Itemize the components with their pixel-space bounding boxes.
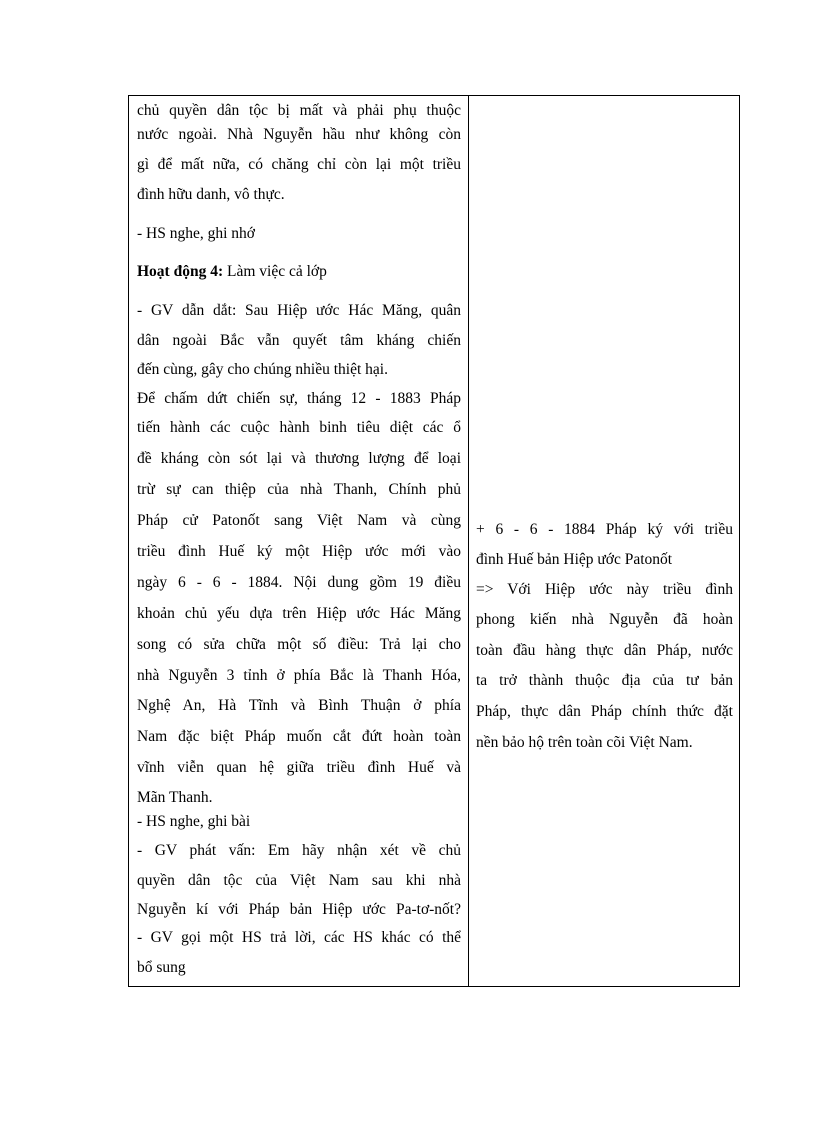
activity-heading (137, 262, 461, 282)
text-line: Để chấm dứt chiến sự, tháng 12 - 1883 Pháp (137, 390, 461, 407)
text-line: đến cùng, gây cho chúng nhiều thiệt hại. (137, 361, 388, 378)
text-line: quyền dân tộc của Việt Nam sau khi nhà (137, 872, 461, 889)
hs-note: - HS nghe, ghi bài (137, 813, 251, 830)
text-line: dân ngoài Bắc vẫn quyết tâm kháng chiến (137, 332, 461, 349)
text-line: Nghệ An, Hà Tĩnh và Bình Thuận ở phía (137, 697, 461, 714)
text-line: nhà Nguyễn 3 tỉnh ở phía Bắc là Thanh Hóa, (137, 667, 461, 684)
hs-note: - HS nghe, ghi nhớ (137, 225, 255, 242)
text-line: đình Huế bản Hiệp ước Patonốt (476, 551, 673, 568)
knowledge-content-column (469, 96, 739, 986)
text-line: Pháp cử Patonốt sang Việt Nam và cùng (137, 512, 461, 529)
text-line: toàn đầu hàng thực dân Pháp, nước (476, 642, 733, 659)
text-line: - GV dẫn dắt: Sau Hiệp ước Hác Măng, quân (137, 302, 461, 319)
text-line: trừ sự can thiệp của nhà Thanh, Chính phủ (137, 481, 461, 498)
text-line: Mãn Thanh. (137, 789, 213, 806)
text-line: ngày 6 - 6 - 1884. Nội dung gồm 19 điều (137, 574, 461, 591)
text-line: phong kiến nhà Nguyễn đã hoàn (476, 611, 733, 628)
activity-title: Làm việc cả lớp (227, 263, 327, 280)
text-line: bổ sung (137, 959, 186, 976)
text-line: khoản chủ yếu dựa trên Hiệp ước Hác Măng (137, 605, 461, 622)
text-line: Pháp, thực dân Pháp chính thức đặt (476, 703, 733, 720)
text-line: - GV gọi một HS trả lời, các HS khác có thể (137, 929, 461, 946)
activity-label: Hoạt động 4: (137, 263, 224, 280)
text-line: đề kháng còn sót lại và thương lượng để loại (137, 450, 461, 467)
text-line: tiến hành các cuộc hành binh tiêu diệt các ổ (137, 419, 461, 436)
text-line: nước ngoài. Nhà Nguyễn hầu như không còn (137, 126, 461, 143)
lesson-plan-table (128, 95, 740, 987)
text-line: nền bảo hộ trên toàn cõi Việt Nam. (476, 734, 693, 751)
text-line: gì để mất nữa, có chăng chỉ còn lại một triều (137, 156, 461, 173)
text-line: Nguyễn kí với Pháp bản Hiệp ước Pa-tơ-nốt? (137, 901, 461, 918)
text-line: đình hữu danh, vô thực. (137, 186, 285, 203)
text-line: triều đình Huế ký một Hiệp ước mới vào (137, 543, 461, 560)
text-line: Nam đặc biệt Pháp muốn cắt đứt hoàn toàn (137, 728, 461, 745)
text-line: => Với Hiệp ước này triều đình (476, 581, 733, 598)
text-line: chủ quyền dân tộc bị mất và phải phụ thuộc (137, 102, 461, 119)
text-line: vĩnh viễn quan hệ giữa triều đình Huế và (137, 759, 461, 776)
teacher-student-activity-column (129, 96, 469, 986)
text-line: - GV phát vấn: Em hãy nhận xét về chủ (137, 842, 461, 859)
text-line: + 6 - 6 - 1884 Pháp ký với triều (476, 521, 733, 538)
text-line: song có sửa chữa một số điều: Trả lại cho (137, 636, 461, 653)
text-line: ta trở thành thuộc địa của tư bản (476, 672, 733, 689)
